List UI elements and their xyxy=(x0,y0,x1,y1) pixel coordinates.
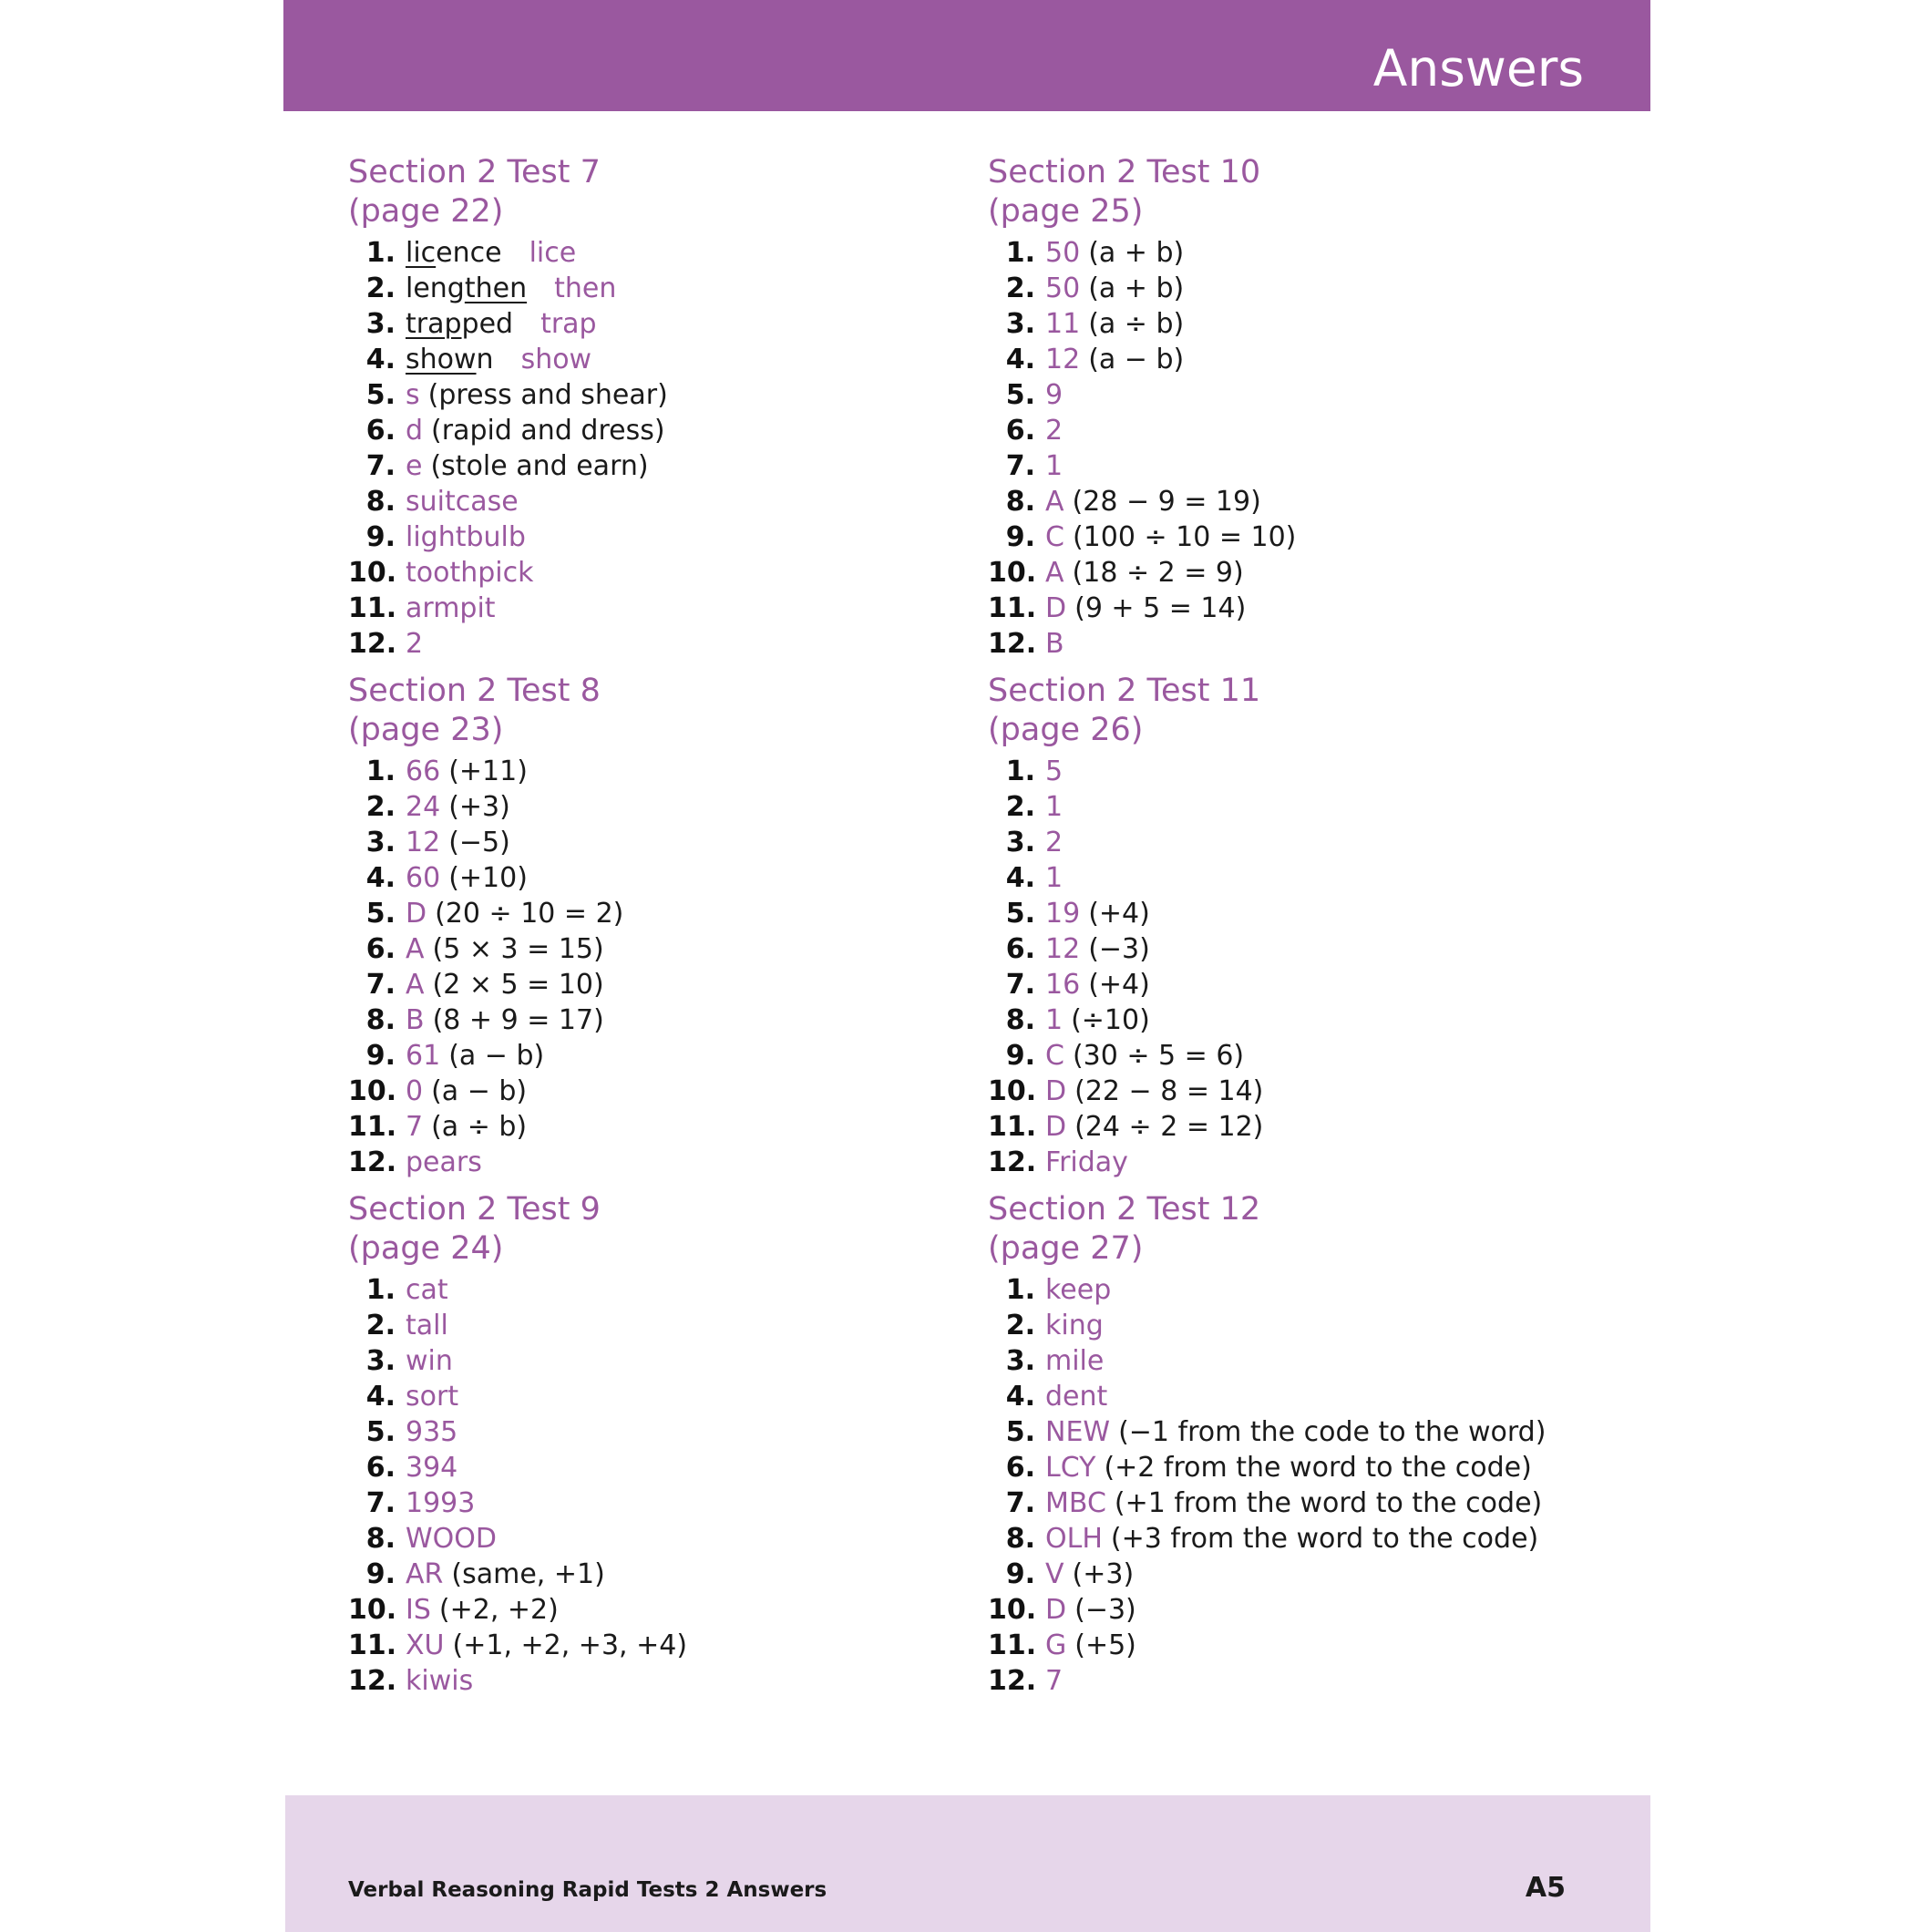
section-title: Section 2 Test 12 xyxy=(988,1191,1261,1228)
hidden-word-underline: then xyxy=(464,272,528,304)
answer-value: 7 xyxy=(406,1111,424,1143)
answer-explanation: (+1 from the word to the code) xyxy=(1114,1487,1543,1519)
answer-item xyxy=(988,931,1571,967)
answer-item xyxy=(988,1308,1571,1343)
section-title: Section 2 Test 8 xyxy=(348,673,601,709)
section-page-ref: (page 25) xyxy=(988,193,1144,230)
answer-item xyxy=(348,789,931,825)
answer-value: A xyxy=(1045,486,1064,518)
answer-value: 1 xyxy=(1045,450,1064,482)
word-suffix: ence xyxy=(436,237,502,269)
answer-item xyxy=(988,1450,1571,1485)
answer-explanation: (+4) xyxy=(1088,898,1150,930)
answer-value: WOOD xyxy=(406,1523,497,1555)
answer-value: B xyxy=(406,1004,425,1036)
answer-explanation: (+2 from the word to the code) xyxy=(1104,1452,1532,1484)
answer-value: 1 xyxy=(1045,862,1064,894)
answer-item xyxy=(348,1521,931,1557)
question-number: 8. xyxy=(365,1523,396,1555)
answer-value: pears xyxy=(406,1146,482,1178)
answer-explanation: (a + b) xyxy=(1088,272,1185,304)
answer-value: show xyxy=(520,344,592,375)
answer-item xyxy=(988,1414,1571,1450)
answer-explanation: (÷10) xyxy=(1071,1004,1150,1036)
answer-explanation: (24 ÷ 2 = 12) xyxy=(1074,1111,1264,1143)
answer-item xyxy=(348,235,931,271)
source-word xyxy=(406,306,513,342)
answer-item xyxy=(348,555,931,591)
answer-value: 66 xyxy=(406,755,441,787)
question-number: 9. xyxy=(1005,521,1035,553)
answer-value: s xyxy=(406,379,420,411)
answer-item xyxy=(348,591,931,626)
answer-section xyxy=(348,672,931,1180)
answer-value: A xyxy=(406,933,425,965)
answer-explanation: (+11) xyxy=(448,755,528,787)
source-word xyxy=(406,271,527,306)
section-title: Section 2 Test 10 xyxy=(988,154,1261,190)
answer-value: then xyxy=(554,272,617,304)
answer-explanation: (2 × 5 = 10) xyxy=(432,969,604,1001)
answer-value: armpit xyxy=(406,592,496,624)
source-word xyxy=(406,235,502,271)
answer-value: OLH xyxy=(1045,1523,1103,1555)
question-number: 3. xyxy=(1005,827,1035,858)
answer-item xyxy=(348,377,931,413)
page-number: A5 xyxy=(1525,1872,1566,1904)
question-number: 1. xyxy=(365,237,396,269)
section-page-ref: (page 26) xyxy=(988,712,1144,748)
answer-value: V xyxy=(1045,1558,1064,1590)
question-number: 3. xyxy=(365,827,396,858)
answer-value: 16 xyxy=(1045,969,1081,1001)
answer-value: A xyxy=(1045,557,1064,589)
answer-value: lice xyxy=(529,237,577,269)
question-number: 10. xyxy=(988,1075,1037,1107)
answer-item xyxy=(348,825,931,860)
answer-value: 24 xyxy=(406,791,441,823)
answer-value: XU xyxy=(406,1629,445,1661)
section-page-ref: (page 27) xyxy=(988,1230,1144,1267)
question-number: 2. xyxy=(365,1310,396,1341)
answer-explanation: (a − b) xyxy=(1088,344,1185,375)
answer-item xyxy=(988,1663,1571,1699)
answer-item xyxy=(988,413,1571,448)
answer-list xyxy=(988,235,1571,662)
question-number: 1. xyxy=(1005,755,1035,787)
question-number: 11. xyxy=(348,1629,397,1661)
question-number: 2. xyxy=(1005,791,1035,823)
answer-item xyxy=(988,271,1571,306)
question-number: 9. xyxy=(365,521,396,553)
answer-item xyxy=(988,754,1571,789)
answer-item xyxy=(348,967,931,1002)
answer-value: 11 xyxy=(1045,308,1081,340)
answer-explanation: (22 − 8 = 14) xyxy=(1074,1075,1264,1107)
answer-item xyxy=(348,931,931,967)
question-number: 12. xyxy=(988,628,1037,660)
answer-item xyxy=(348,484,931,519)
question-number: 5. xyxy=(1005,898,1035,930)
answer-value: e xyxy=(406,450,423,482)
answer-explanation: (a − b) xyxy=(448,1040,545,1072)
answer-explanation: (100 ÷ 10 = 10) xyxy=(1072,521,1297,553)
answer-item xyxy=(348,754,931,789)
answer-item xyxy=(988,448,1571,484)
answer-item xyxy=(988,1109,1571,1145)
question-number: 6. xyxy=(365,933,396,965)
answer-item xyxy=(988,591,1571,626)
answer-value: Friday xyxy=(1045,1146,1128,1178)
answer-value: A xyxy=(406,969,425,1001)
answer-explanation: (+4) xyxy=(1088,969,1150,1001)
answer-item xyxy=(348,860,931,896)
answer-item xyxy=(348,1038,931,1074)
answer-value: D xyxy=(1045,1075,1067,1107)
question-number: 7. xyxy=(365,1487,396,1519)
answer-value: win xyxy=(406,1345,453,1377)
answer-value: 60 xyxy=(406,862,441,894)
answer-item xyxy=(348,1663,931,1699)
answer-item xyxy=(988,235,1571,271)
answer-explanation: (+3 from the word to the code) xyxy=(1110,1523,1539,1555)
answer-item xyxy=(988,1002,1571,1038)
answer-section xyxy=(348,1190,931,1699)
question-number: 1. xyxy=(1005,1274,1035,1306)
question-number: 11. xyxy=(988,1629,1037,1661)
answer-item xyxy=(348,519,931,555)
answer-item xyxy=(988,1038,1571,1074)
answer-list xyxy=(348,235,931,662)
answer-value: keep xyxy=(1045,1274,1112,1306)
footer-band xyxy=(285,1795,1650,1932)
answer-item xyxy=(988,825,1571,860)
answer-value: 2 xyxy=(1045,827,1064,858)
answer-value: C xyxy=(1045,521,1064,553)
question-number: 10. xyxy=(348,1594,397,1626)
answer-item xyxy=(988,1485,1571,1521)
answer-item xyxy=(348,1109,931,1145)
question-number: 10. xyxy=(988,557,1037,589)
answer-value: cat xyxy=(406,1274,448,1306)
answer-explanation: (9 + 5 = 14) xyxy=(1074,592,1247,624)
answer-explanation: (5 × 3 = 15) xyxy=(432,933,604,965)
question-number: 12. xyxy=(348,628,397,660)
answer-value: 394 xyxy=(406,1452,458,1484)
word-suffix: ped xyxy=(461,308,514,340)
answer-item xyxy=(988,1557,1571,1592)
answer-list xyxy=(348,1272,931,1699)
answer-value: IS xyxy=(406,1594,431,1626)
right-column xyxy=(988,153,1571,1699)
answer-value: 12 xyxy=(1045,344,1081,375)
section-page-ref: (page 24) xyxy=(348,1230,504,1267)
answer-item xyxy=(348,1414,931,1450)
answer-item xyxy=(988,896,1571,931)
question-number: 11. xyxy=(348,592,397,624)
question-number: 8. xyxy=(1005,486,1035,518)
answer-explanation: (press and shear) xyxy=(427,379,668,411)
answer-item xyxy=(348,448,931,484)
question-number: 7. xyxy=(1005,969,1035,1001)
answer-explanation: (−5) xyxy=(448,827,510,858)
answer-explanation: (30 ÷ 5 = 6) xyxy=(1072,1040,1245,1072)
answer-explanation: (+2, +2) xyxy=(438,1594,559,1626)
question-number: 3. xyxy=(365,1345,396,1377)
answer-item xyxy=(988,626,1571,662)
answer-item xyxy=(348,1592,931,1628)
answers-page xyxy=(283,0,1650,1932)
answer-value: suitcase xyxy=(406,486,519,518)
answer-list xyxy=(348,754,931,1180)
answer-explanation: (+5) xyxy=(1074,1629,1136,1661)
question-number: 10. xyxy=(348,1075,397,1107)
question-number: 8. xyxy=(1005,1523,1035,1555)
answer-item xyxy=(348,1002,931,1038)
hidden-word-underline: show xyxy=(406,344,477,375)
answer-item xyxy=(988,860,1571,896)
answer-value: NEW xyxy=(1045,1416,1111,1448)
question-number: 6. xyxy=(1005,933,1035,965)
question-number: 4. xyxy=(1005,862,1035,894)
answer-explanation: (+3) xyxy=(1072,1558,1135,1590)
left-column xyxy=(348,153,931,1699)
answer-explanation: (a − b) xyxy=(431,1075,528,1107)
answer-value: sort xyxy=(406,1381,459,1413)
answer-item xyxy=(988,1343,1571,1379)
answer-value: toothpick xyxy=(406,557,534,589)
question-number: 2. xyxy=(1005,1310,1035,1341)
section-page-ref: (page 23) xyxy=(348,712,504,748)
hidden-word-underline: trap xyxy=(406,308,462,340)
answer-value: mile xyxy=(1045,1345,1105,1377)
question-number: 2. xyxy=(1005,272,1035,304)
answer-item xyxy=(988,377,1571,413)
answer-value: 1 xyxy=(1045,1004,1064,1036)
question-number: 6. xyxy=(1005,415,1035,447)
answer-section xyxy=(988,153,1571,662)
answer-value: D xyxy=(406,898,427,930)
question-number: 7. xyxy=(365,969,396,1001)
answer-item xyxy=(348,1145,931,1180)
answer-value: MBC xyxy=(1045,1487,1106,1519)
question-number: 12. xyxy=(988,1146,1037,1178)
question-number: 7. xyxy=(1005,1487,1035,1519)
answer-item xyxy=(988,519,1571,555)
answer-value: 12 xyxy=(406,827,441,858)
answer-item xyxy=(348,271,931,306)
question-number: 6. xyxy=(365,1452,396,1484)
answer-value: lightbulb xyxy=(406,521,526,553)
answer-value: king xyxy=(1045,1310,1104,1341)
answer-value: trap xyxy=(540,308,597,340)
answer-value: 50 xyxy=(1045,237,1081,269)
question-number: 5. xyxy=(1005,379,1035,411)
answer-item xyxy=(988,1272,1571,1308)
answer-explanation: (8 + 9 = 17) xyxy=(432,1004,604,1036)
answer-value: B xyxy=(1045,628,1064,660)
answer-value: 5 xyxy=(1045,755,1064,787)
answer-explanation: (a ÷ b) xyxy=(1088,308,1185,340)
question-number: 9. xyxy=(1005,1558,1035,1590)
answer-item xyxy=(988,555,1571,591)
answer-explanation: (a ÷ b) xyxy=(431,1111,528,1143)
answer-value: 19 xyxy=(1045,898,1081,930)
answer-item xyxy=(348,1628,931,1663)
page-title: Answers xyxy=(1372,39,1584,98)
question-number: 12. xyxy=(988,1665,1037,1697)
answer-value: D xyxy=(1045,1111,1067,1143)
question-number: 12. xyxy=(348,1665,397,1697)
answer-explanation: (+1, +2, +3, +4) xyxy=(452,1629,688,1661)
answer-item xyxy=(988,1521,1571,1557)
question-number: 8. xyxy=(365,486,396,518)
question-number: 2. xyxy=(365,791,396,823)
header-band xyxy=(283,0,1650,111)
answer-section xyxy=(348,153,931,662)
question-number: 12. xyxy=(348,1146,397,1178)
answer-explanation: (rapid and dress) xyxy=(431,415,665,447)
source-word xyxy=(406,342,494,377)
answer-item xyxy=(988,1592,1571,1628)
answer-value: kiwis xyxy=(406,1665,474,1697)
question-number: 9. xyxy=(365,1040,396,1072)
question-number: 6. xyxy=(365,415,396,447)
answer-item xyxy=(348,626,931,662)
answer-item xyxy=(348,1450,931,1485)
answer-item xyxy=(348,1272,931,1308)
section-title: Section 2 Test 11 xyxy=(988,673,1261,709)
answer-item xyxy=(348,1343,931,1379)
answer-value: d xyxy=(406,415,424,447)
word-suffix: n xyxy=(476,344,494,375)
answer-item xyxy=(988,1628,1571,1663)
answer-item xyxy=(988,1145,1571,1180)
answer-explanation: (stole and earn) xyxy=(430,450,649,482)
question-number: 5. xyxy=(365,898,396,930)
question-number: 11. xyxy=(348,1111,397,1143)
footer-title: Verbal Reasoning Rapid Tests 2 Answers xyxy=(348,1878,827,1902)
answer-value: C xyxy=(1045,1040,1064,1072)
answer-item xyxy=(348,413,931,448)
answer-list xyxy=(988,754,1571,1180)
answer-explanation: (20 ÷ 10 = 2) xyxy=(435,898,624,930)
answer-item xyxy=(348,1379,931,1414)
answer-value: D xyxy=(1045,1594,1067,1626)
question-number: 1. xyxy=(365,1274,396,1306)
section-title: Section 2 Test 9 xyxy=(348,1191,601,1228)
answer-value: 0 xyxy=(406,1075,424,1107)
question-number: 4. xyxy=(1005,344,1035,375)
question-number: 4. xyxy=(365,344,396,375)
answer-value: tall xyxy=(406,1310,448,1341)
section-page-ref: (page 22) xyxy=(348,193,504,230)
hidden-word-underline: lic xyxy=(406,237,437,269)
answer-value: 9 xyxy=(1045,379,1064,411)
answer-item xyxy=(348,896,931,931)
question-number: 5. xyxy=(1005,1416,1035,1448)
answer-value: 935 xyxy=(406,1416,458,1448)
answer-item xyxy=(988,967,1571,1002)
answer-value: 50 xyxy=(1045,272,1081,304)
answer-item xyxy=(988,1379,1571,1414)
answer-explanation: (−3) xyxy=(1074,1594,1136,1626)
question-number: 5. xyxy=(365,1416,396,1448)
question-number: 5. xyxy=(365,379,396,411)
answer-item xyxy=(348,1557,931,1592)
question-number: 9. xyxy=(365,1558,396,1590)
question-number: 2. xyxy=(365,272,396,304)
answer-item xyxy=(348,1074,931,1109)
answer-explanation: (+10) xyxy=(448,862,528,894)
answer-item xyxy=(988,306,1571,342)
answer-value: 2 xyxy=(1045,415,1064,447)
answer-item xyxy=(348,306,931,342)
answer-value: 7 xyxy=(1045,1665,1064,1697)
question-number: 6. xyxy=(1005,1452,1035,1484)
answer-explanation: (28 − 9 = 19) xyxy=(1072,486,1261,518)
answer-section xyxy=(988,1190,1571,1699)
question-number: 10. xyxy=(988,1594,1037,1626)
question-number: 11. xyxy=(988,1111,1037,1143)
answer-explanation: (18 ÷ 2 = 9) xyxy=(1072,557,1244,589)
question-number: 7. xyxy=(365,450,396,482)
answer-value: dent xyxy=(1045,1381,1108,1413)
answer-item xyxy=(988,789,1571,825)
answer-explanation: (−3) xyxy=(1088,933,1150,965)
answer-item xyxy=(988,1074,1571,1109)
answer-value: 12 xyxy=(1045,933,1081,965)
answer-value: G xyxy=(1045,1629,1067,1661)
question-number: 4. xyxy=(1005,1381,1035,1413)
answer-value: 61 xyxy=(406,1040,441,1072)
answer-item xyxy=(988,342,1571,377)
answer-list xyxy=(988,1272,1571,1699)
question-number: 3. xyxy=(1005,1345,1035,1377)
answer-value: LCY xyxy=(1045,1452,1096,1484)
answer-item xyxy=(348,1485,931,1521)
question-number: 3. xyxy=(365,308,396,340)
question-number: 3. xyxy=(1005,308,1035,340)
answer-value: 1993 xyxy=(406,1487,476,1519)
question-number: 11. xyxy=(988,592,1037,624)
question-number: 1. xyxy=(1005,237,1035,269)
question-number: 1. xyxy=(365,755,396,787)
word-prefix: leng xyxy=(406,272,465,304)
answer-item xyxy=(348,1308,931,1343)
question-number: 4. xyxy=(365,862,396,894)
question-number: 8. xyxy=(365,1004,396,1036)
question-number: 10. xyxy=(348,557,397,589)
question-number: 9. xyxy=(1005,1040,1035,1072)
answer-explanation: (a + b) xyxy=(1088,237,1185,269)
answer-value: 1 xyxy=(1045,791,1064,823)
answer-value: D xyxy=(1045,592,1067,624)
answer-explanation: (same, +1) xyxy=(451,1558,605,1590)
answer-item xyxy=(988,484,1571,519)
answer-section xyxy=(988,672,1571,1180)
answer-value: AR xyxy=(406,1558,444,1590)
question-number: 7. xyxy=(1005,450,1035,482)
answer-value: 2 xyxy=(406,628,424,660)
question-number: 4. xyxy=(365,1381,396,1413)
question-number: 8. xyxy=(1005,1004,1035,1036)
answer-explanation: (+3) xyxy=(448,791,510,823)
section-title: Section 2 Test 7 xyxy=(348,154,601,190)
answer-item xyxy=(348,342,931,377)
answer-explanation: (−1 from the code to the word) xyxy=(1118,1416,1547,1448)
